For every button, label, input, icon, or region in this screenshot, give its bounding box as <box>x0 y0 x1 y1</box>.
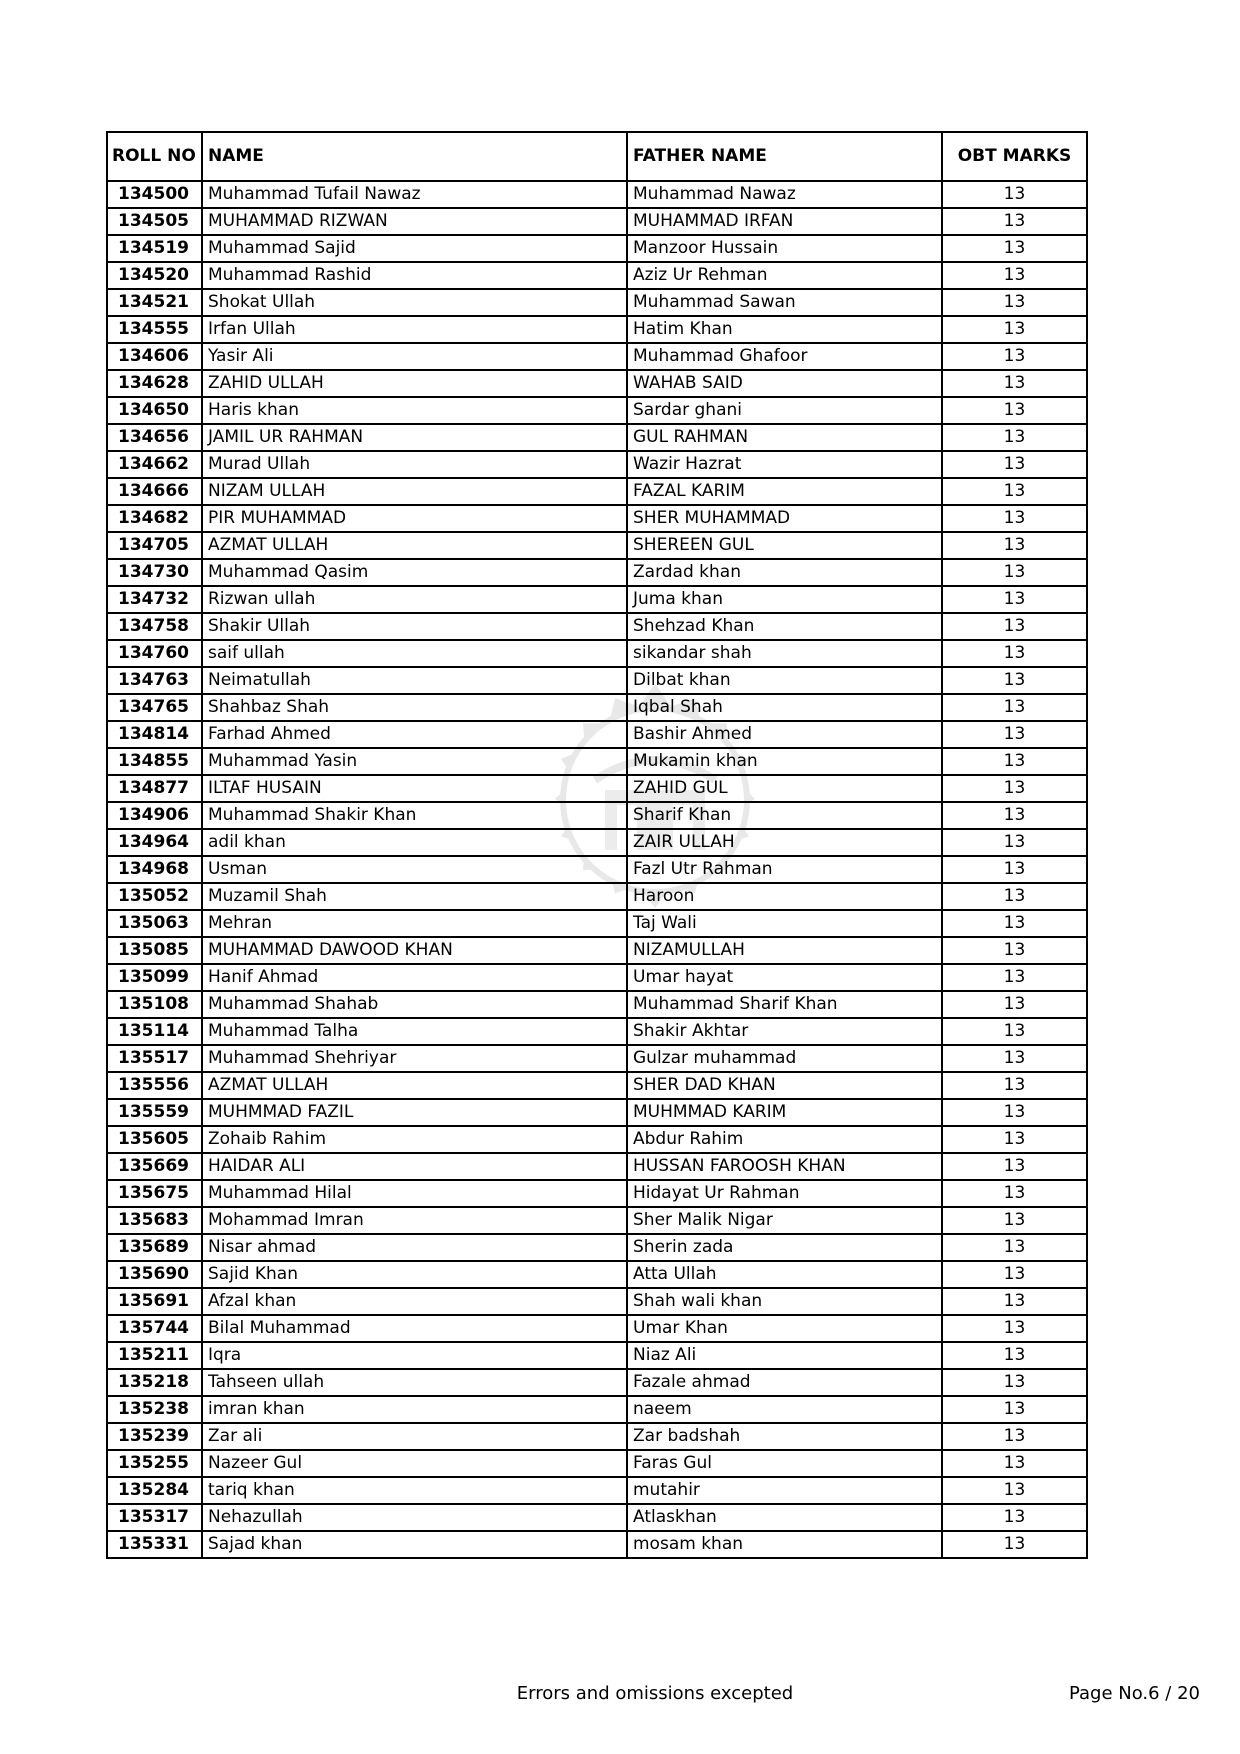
father-name-cell: Niaz Ali <box>627 1342 942 1369</box>
father-name-cell: Shakir Akhtar <box>627 1018 942 1045</box>
roll-no-cell: 135669 <box>107 1153 202 1180</box>
roll-no-cell: 135517 <box>107 1045 202 1072</box>
table-row <box>107 1504 1087 1531</box>
obt-marks-cell: 13 <box>942 1342 1087 1369</box>
roll-no-cell: 135114 <box>107 1018 202 1045</box>
roll-no-cell: 135063 <box>107 910 202 937</box>
father-name-cell: Sherin zada <box>627 1234 942 1261</box>
table-row <box>107 694 1087 721</box>
table-row <box>107 208 1087 235</box>
roll-no-cell: 135605 <box>107 1126 202 1153</box>
obt-marks-cell: 13 <box>942 1261 1087 1288</box>
father-name-cell: Bashir Ahmed <box>627 721 942 748</box>
table-row <box>107 856 1087 883</box>
roll-no-cell: 135556 <box>107 1072 202 1099</box>
table-row <box>107 1396 1087 1423</box>
roll-no-cell: 135218 <box>107 1369 202 1396</box>
name-cell: Afzal khan <box>202 1288 627 1315</box>
name-cell: Sajad khan <box>202 1531 627 1558</box>
table-row <box>107 235 1087 262</box>
name-cell: Shokat Ullah <box>202 289 627 316</box>
table-row <box>107 613 1087 640</box>
table-row <box>107 964 1087 991</box>
roll-no-cell: 134520 <box>107 262 202 289</box>
roll-no-cell: 135559 <box>107 1099 202 1126</box>
father-name-cell: Muhammad Nawaz <box>627 181 942 208</box>
father-name-cell: Muhammad Sharif Khan <box>627 991 942 1018</box>
obt-marks-cell: 13 <box>942 1477 1087 1504</box>
obt-marks-cell: 13 <box>942 748 1087 775</box>
obt-marks-cell: 13 <box>942 802 1087 829</box>
obt-marks-cell: 13 <box>942 586 1087 613</box>
table-row <box>107 1072 1087 1099</box>
name-cell: MUHMMAD FAZIL <box>202 1099 627 1126</box>
obt-marks-cell: 13 <box>942 1423 1087 1450</box>
father-name-cell: Iqbal Shah <box>627 694 942 721</box>
obt-marks-cell: 13 <box>942 1207 1087 1234</box>
roll-no-cell: 135255 <box>107 1450 202 1477</box>
obt-marks-cell: 13 <box>942 721 1087 748</box>
obt-marks-cell: 13 <box>942 1180 1087 1207</box>
table-row <box>107 478 1087 505</box>
name-cell: Nisar ahmad <box>202 1234 627 1261</box>
name-cell: Muhammad Tufail Nawaz <box>202 181 627 208</box>
roll-no-cell: 134606 <box>107 343 202 370</box>
obt-marks-cell: 13 <box>942 964 1087 991</box>
name-cell: Muhammad Shehriyar <box>202 1045 627 1072</box>
table-row <box>107 586 1087 613</box>
name-cell: JAMIL UR RAHMAN <box>202 424 627 451</box>
obt-marks-cell: 13 <box>942 1099 1087 1126</box>
name-cell: Iqra <box>202 1342 627 1369</box>
obt-marks-cell: 13 <box>942 235 1087 262</box>
father-name-cell: Shehzad Khan <box>627 613 942 640</box>
roll-no-cell: 134656 <box>107 424 202 451</box>
table-row <box>107 1180 1087 1207</box>
roll-no-cell: 134964 <box>107 829 202 856</box>
name-cell: PIR MUHAMMAD <box>202 505 627 532</box>
name-cell: Muhammad Rashid <box>202 262 627 289</box>
father-name-cell: Abdur Rahim <box>627 1126 942 1153</box>
father-name-cell: naeem <box>627 1396 942 1423</box>
roll-no-cell: 135689 <box>107 1234 202 1261</box>
name-cell: adil khan <box>202 829 627 856</box>
father-name-cell: Shah wali khan <box>627 1288 942 1315</box>
roll-no-cell: 135317 <box>107 1504 202 1531</box>
father-name-cell: Haroon <box>627 883 942 910</box>
obt-marks-cell: 13 <box>942 1504 1087 1531</box>
obt-marks-cell: 13 <box>942 1126 1087 1153</box>
obt-marks-cell: 13 <box>942 613 1087 640</box>
table-row <box>107 775 1087 802</box>
father-name-cell: Hidayat Ur Rahman <box>627 1180 942 1207</box>
obt-marks-cell: 13 <box>942 640 1087 667</box>
roll-no-cell: 135331 <box>107 1531 202 1558</box>
father-name-cell: HUSSAN FAROOSH KHAN <box>627 1153 942 1180</box>
name-cell: Hanif Ahmad <box>202 964 627 991</box>
roll-no-cell: 134500 <box>107 181 202 208</box>
table-row <box>107 1369 1087 1396</box>
name-cell: Murad Ullah <box>202 451 627 478</box>
table-header-row <box>107 132 1087 181</box>
roll-no-cell: 134758 <box>107 613 202 640</box>
father-name-cell: Wazir Hazrat <box>627 451 942 478</box>
roll-no-cell: 135691 <box>107 1288 202 1315</box>
roll-no-cell: 134505 <box>107 208 202 235</box>
name-cell: Shakir Ullah <box>202 613 627 640</box>
table-row <box>107 1450 1087 1477</box>
obt-marks-cell: 13 <box>942 1045 1087 1072</box>
father-name-cell: Sharif Khan <box>627 802 942 829</box>
table-row <box>107 829 1087 856</box>
father-name-cell: Umar hayat <box>627 964 942 991</box>
roll-no-cell: 135238 <box>107 1396 202 1423</box>
father-name-cell: Hatim Khan <box>627 316 942 343</box>
table-row <box>107 1207 1087 1234</box>
table-row <box>107 937 1087 964</box>
name-cell: imran khan <box>202 1396 627 1423</box>
father-name-cell: ZAIR ULLAH <box>627 829 942 856</box>
name-cell: Sajid Khan <box>202 1261 627 1288</box>
obt-marks-cell: 13 <box>942 1396 1087 1423</box>
obt-marks-cell: 13 <box>942 316 1087 343</box>
table-row <box>107 532 1087 559</box>
header-father-name: FATHER NAME <box>627 132 942 181</box>
father-name-cell: mutahir <box>627 1477 942 1504</box>
name-cell: tariq khan <box>202 1477 627 1504</box>
father-name-cell: Fazl Utr Rahman <box>627 856 942 883</box>
obt-marks-cell: 13 <box>942 343 1087 370</box>
table-row <box>107 1126 1087 1153</box>
obt-marks-cell: 13 <box>942 1450 1087 1477</box>
obt-marks-cell: 13 <box>942 1234 1087 1261</box>
table-row <box>107 883 1087 910</box>
father-name-cell: SHER DAD KHAN <box>627 1072 942 1099</box>
table-row <box>107 991 1087 1018</box>
obt-marks-cell: 13 <box>942 451 1087 478</box>
roll-no-cell: 135744 <box>107 1315 202 1342</box>
name-cell: Nazeer Gul <box>202 1450 627 1477</box>
table-row <box>107 1261 1087 1288</box>
name-cell: Usman <box>202 856 627 883</box>
roll-no-cell: 134705 <box>107 532 202 559</box>
obt-marks-cell: 13 <box>942 883 1087 910</box>
name-cell: Zar ali <box>202 1423 627 1450</box>
father-name-cell: Umar Khan <box>627 1315 942 1342</box>
obt-marks-cell: 13 <box>942 424 1087 451</box>
name-cell: Rizwan ullah <box>202 586 627 613</box>
name-cell: AZMAT ULLAH <box>202 532 627 559</box>
obt-marks-cell: 13 <box>942 181 1087 208</box>
table-row <box>107 181 1087 208</box>
obt-marks-cell: 13 <box>942 856 1087 883</box>
roll-no-cell: 135683 <box>107 1207 202 1234</box>
table-row <box>107 451 1087 478</box>
roll-no-cell: 135108 <box>107 991 202 1018</box>
obt-marks-cell: 13 <box>942 1072 1087 1099</box>
name-cell: ZAHID ULLAH <box>202 370 627 397</box>
obt-marks-cell: 13 <box>942 829 1087 856</box>
obt-marks-cell: 13 <box>942 1315 1087 1342</box>
table-row <box>107 1531 1087 1558</box>
obt-marks-cell: 13 <box>942 397 1087 424</box>
obt-marks-cell: 13 <box>942 937 1087 964</box>
name-cell: Irfan Ullah <box>202 316 627 343</box>
father-name-cell: FAZAL KARIM <box>627 478 942 505</box>
father-name-cell: Sardar ghani <box>627 397 942 424</box>
name-cell: AZMAT ULLAH <box>202 1072 627 1099</box>
roll-no-cell: 134877 <box>107 775 202 802</box>
roll-no-cell: 134765 <box>107 694 202 721</box>
name-cell: Yasir Ali <box>202 343 627 370</box>
father-name-cell: Sher Malik Nigar <box>627 1207 942 1234</box>
name-cell: Shahbaz Shah <box>202 694 627 721</box>
obt-marks-cell: 13 <box>942 694 1087 721</box>
roll-no-cell: 135085 <box>107 937 202 964</box>
roll-no-cell: 134662 <box>107 451 202 478</box>
roll-no-cell: 135239 <box>107 1423 202 1450</box>
table-row <box>107 559 1087 586</box>
roll-no-cell: 134760 <box>107 640 202 667</box>
name-cell: Nehazullah <box>202 1504 627 1531</box>
header-name: NAME <box>202 132 627 181</box>
obt-marks-cell: 13 <box>942 1153 1087 1180</box>
father-name-cell: mosam khan <box>627 1531 942 1558</box>
obt-marks-cell: 13 <box>942 910 1087 937</box>
results-table <box>106 131 1088 1559</box>
table-row <box>107 316 1087 343</box>
roll-no-cell: 134968 <box>107 856 202 883</box>
obt-marks-cell: 13 <box>942 1288 1087 1315</box>
roll-no-cell: 134650 <box>107 397 202 424</box>
table-row <box>107 802 1087 829</box>
name-cell: saif ullah <box>202 640 627 667</box>
roll-no-cell: 134763 <box>107 667 202 694</box>
obt-marks-cell: 13 <box>942 559 1087 586</box>
table-row <box>107 370 1087 397</box>
name-cell: Muhammad Shahab <box>202 991 627 1018</box>
obt-marks-cell: 13 <box>942 478 1087 505</box>
name-cell: Muzamil Shah <box>202 883 627 910</box>
father-name-cell: Juma khan <box>627 586 942 613</box>
father-name-cell: SHER MUHAMMAD <box>627 505 942 532</box>
table-row <box>107 721 1087 748</box>
table-row <box>107 1018 1087 1045</box>
table-row <box>107 667 1087 694</box>
obt-marks-cell: 13 <box>942 208 1087 235</box>
table-row <box>107 343 1087 370</box>
name-cell: Mohammad Imran <box>202 1207 627 1234</box>
table-row <box>107 1099 1087 1126</box>
name-cell: Farhad Ahmed <box>202 721 627 748</box>
table-row <box>107 289 1087 316</box>
father-name-cell: NIZAMULLAH <box>627 937 942 964</box>
obt-marks-cell: 13 <box>942 1369 1087 1396</box>
name-cell: HAIDAR ALI <box>202 1153 627 1180</box>
table-row <box>107 640 1087 667</box>
table-row <box>107 1342 1087 1369</box>
name-cell: Muhammad Shakir Khan <box>202 802 627 829</box>
table-row <box>107 505 1087 532</box>
name-cell: Muhammad Talha <box>202 1018 627 1045</box>
obt-marks-cell: 13 <box>942 775 1087 802</box>
roll-no-cell: 135099 <box>107 964 202 991</box>
father-name-cell: sikandar shah <box>627 640 942 667</box>
table-row <box>107 1234 1087 1261</box>
roll-no-cell: 134906 <box>107 802 202 829</box>
name-cell: MUHAMMAD DAWOOD KHAN <box>202 937 627 964</box>
table-row <box>107 748 1087 775</box>
name-cell: Muhammad Yasin <box>202 748 627 775</box>
father-name-cell: Fazale ahmad <box>627 1369 942 1396</box>
father-name-cell: Manzoor Hussain <box>627 235 942 262</box>
roll-no-cell: 134521 <box>107 289 202 316</box>
roll-no-cell: 134666 <box>107 478 202 505</box>
obt-marks-cell: 13 <box>942 991 1087 1018</box>
table-row <box>107 1423 1087 1450</box>
name-cell: NIZAM ULLAH <box>202 478 627 505</box>
name-cell: Zohaib Rahim <box>202 1126 627 1153</box>
obt-marks-cell: 13 <box>942 289 1087 316</box>
footer-note: Errors and omissions excepted <box>516 1683 794 1704</box>
table-body <box>107 181 1087 1558</box>
father-name-cell: Zar badshah <box>627 1423 942 1450</box>
roll-no-cell: 134730 <box>107 559 202 586</box>
table-row <box>107 1315 1087 1342</box>
obt-marks-cell: 13 <box>942 532 1087 559</box>
father-name-cell: Muhammad Sawan <box>627 289 942 316</box>
roll-no-cell: 134628 <box>107 370 202 397</box>
roll-no-cell: 135690 <box>107 1261 202 1288</box>
roll-no-cell: 135284 <box>107 1477 202 1504</box>
father-name-cell: Gulzar muhammad <box>627 1045 942 1072</box>
table-row <box>107 1288 1087 1315</box>
header-obt-marks: OBT MARKS <box>942 132 1087 181</box>
table-row <box>107 397 1087 424</box>
name-cell: ILTAF HUSAIN <box>202 775 627 802</box>
name-cell: Muhammad Hilal <box>202 1180 627 1207</box>
father-name-cell: MUHAMMAD IRFAN <box>627 208 942 235</box>
roll-no-cell: 134814 <box>107 721 202 748</box>
roll-no-cell: 134519 <box>107 235 202 262</box>
table-row <box>107 424 1087 451</box>
page-number: Page No.6 / 20 <box>1068 1683 1200 1704</box>
father-name-cell: Faras Gul <box>627 1450 942 1477</box>
father-name-cell: Aziz Ur Rehman <box>627 262 942 289</box>
obt-marks-cell: 13 <box>942 262 1087 289</box>
name-cell: Bilal Muhammad <box>202 1315 627 1342</box>
obt-marks-cell: 13 <box>942 370 1087 397</box>
obt-marks-cell: 13 <box>942 1018 1087 1045</box>
father-name-cell: Zardad khan <box>627 559 942 586</box>
name-cell: Tahseen ullah <box>202 1369 627 1396</box>
obt-marks-cell: 13 <box>942 505 1087 532</box>
roll-no-cell: 135052 <box>107 883 202 910</box>
obt-marks-cell: 13 <box>942 667 1087 694</box>
table-row <box>107 1045 1087 1072</box>
roll-no-cell: 134732 <box>107 586 202 613</box>
header-roll-no: ROLL NO <box>107 132 202 181</box>
name-cell: Neimatullah <box>202 667 627 694</box>
roll-no-cell: 135211 <box>107 1342 202 1369</box>
father-name-cell: SHEREEN GUL <box>627 532 942 559</box>
father-name-cell: ZAHID GUL <box>627 775 942 802</box>
name-cell: MUHAMMAD RIZWAN <box>202 208 627 235</box>
table-row <box>107 1153 1087 1180</box>
roll-no-cell: 134855 <box>107 748 202 775</box>
table-row <box>107 1477 1087 1504</box>
father-name-cell: WAHAB SAID <box>627 370 942 397</box>
obt-marks-cell: 13 <box>942 1531 1087 1558</box>
table-row <box>107 910 1087 937</box>
name-cell: Haris khan <box>202 397 627 424</box>
father-name-cell: MUHMMAD KARIM <box>627 1099 942 1126</box>
father-name-cell: Atlaskhan <box>627 1504 942 1531</box>
father-name-cell: Mukamin khan <box>627 748 942 775</box>
roll-no-cell: 134555 <box>107 316 202 343</box>
table-row <box>107 262 1087 289</box>
father-name-cell: Atta Ullah <box>627 1261 942 1288</box>
roll-no-cell: 134682 <box>107 505 202 532</box>
father-name-cell: Muhammad Ghafoor <box>627 343 942 370</box>
father-name-cell: Dilbat khan <box>627 667 942 694</box>
father-name-cell: Taj Wali <box>627 910 942 937</box>
name-cell: Mehran <box>202 910 627 937</box>
name-cell: Muhammad Sajid <box>202 235 627 262</box>
roll-no-cell: 135675 <box>107 1180 202 1207</box>
name-cell: Muhammad Qasim <box>202 559 627 586</box>
father-name-cell: GUL RAHMAN <box>627 424 942 451</box>
